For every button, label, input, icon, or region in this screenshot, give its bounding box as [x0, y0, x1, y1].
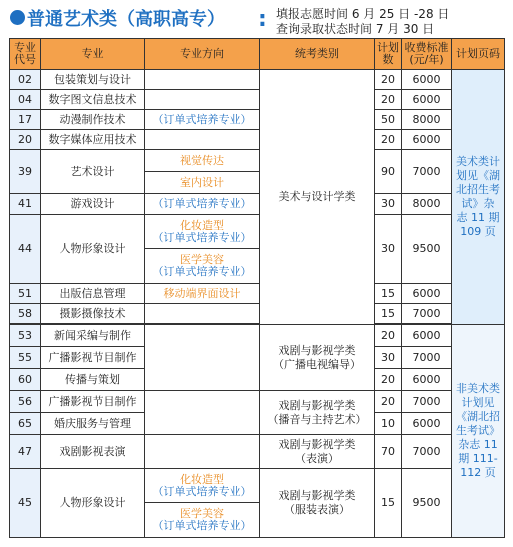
plan-count: 20	[375, 130, 402, 150]
direction-option	[145, 469, 259, 503]
major-code: 20	[10, 130, 41, 150]
table-row	[10, 215, 505, 284]
fee: 8000	[402, 110, 452, 130]
major-direction	[145, 304, 260, 324]
major-direction	[145, 70, 260, 90]
table-row	[10, 194, 505, 215]
major-direction	[145, 90, 260, 110]
table-row	[10, 304, 505, 324]
col-header-major: 专业	[41, 39, 145, 70]
major-code: 47	[10, 435, 41, 469]
col-header-plan: 计划 数	[375, 39, 402, 70]
direction-order-note: （订单式培养专业）	[152, 265, 252, 278]
direction-option	[145, 215, 259, 249]
major-name: 数字媒体应用技术	[41, 130, 145, 150]
major-name: 数字图文信息技术	[41, 90, 145, 110]
fee: 9500	[402, 469, 452, 538]
exam-category-tv-acting: 戏剧与影视学类 （表演）	[260, 435, 375, 469]
major-name: 婚庆服务与管理	[41, 413, 145, 435]
plan-count: 30	[375, 347, 402, 369]
major-name: 动漫制作技术	[41, 110, 145, 130]
major-direction	[145, 130, 260, 150]
major-code: 53	[10, 325, 41, 347]
exam-category-art: 美术与设计学类	[260, 70, 375, 325]
plan-count: 70	[375, 435, 402, 469]
major-direction	[145, 215, 260, 284]
direction-option	[145, 249, 259, 283]
major-direction	[145, 391, 260, 435]
col-header-exam-category: 统考类别	[260, 39, 375, 70]
apply-time-note: 填报志愿时间 6 月 25 日 -28 日	[276, 7, 450, 21]
plan-count: 30	[375, 215, 402, 284]
major-direction	[145, 469, 260, 538]
major-name: 人物形象设计	[41, 469, 145, 538]
fee: 8000	[402, 194, 452, 215]
direction-option: 视觉传达	[145, 150, 259, 172]
plan-page-nonart: 非美术类 计划见 《湖北招 生考试》 杂志 11 期 111- 112 页	[452, 325, 505, 538]
table-row	[10, 150, 505, 194]
table-row	[10, 110, 505, 130]
major-direction	[145, 150, 260, 194]
major-code: 45	[10, 469, 41, 538]
exam-category-tv-director: 戏剧与影视学类 （广播电视编导）	[260, 325, 375, 391]
fee: 7000	[402, 150, 452, 194]
table-header-row	[10, 39, 505, 70]
direction-option	[145, 503, 259, 537]
table-row	[10, 90, 505, 110]
major-name: 游戏设计	[41, 194, 145, 215]
major-code: 41	[10, 194, 41, 215]
bullet-dot-icon	[10, 10, 25, 25]
fee: 6000	[402, 70, 452, 90]
table-row	[10, 130, 505, 150]
table-row	[10, 325, 505, 347]
major-direction: （订单式培养专业）	[145, 194, 260, 215]
plan-count: 30	[375, 194, 402, 215]
exam-category-tv-fashion: 戏剧与影视学类 （服装表演）	[260, 469, 375, 538]
major-direction	[145, 435, 260, 469]
fee: 6000	[402, 413, 452, 435]
plan-count: 50	[375, 110, 402, 130]
fee: 6000	[402, 369, 452, 391]
major-code: 60	[10, 369, 41, 391]
major-name: 新闻采编与制作	[41, 325, 145, 347]
direction-name: 化妆造型	[180, 472, 224, 486]
major-code: 58	[10, 304, 41, 324]
table-row	[10, 284, 505, 304]
table-row	[10, 391, 505, 413]
major-name: 人物形象设计	[41, 215, 145, 284]
plan-count: 20	[375, 391, 402, 413]
plan-count: 90	[375, 150, 402, 194]
table-row	[10, 70, 505, 90]
major-direction: 移动端界面设计	[145, 284, 260, 304]
section-header	[0, 0, 513, 38]
major-code: 51	[10, 284, 41, 304]
query-time-note: 查询录取状态时间 7 月 30 日	[276, 22, 435, 36]
table-row	[10, 435, 505, 469]
major-name: 戏剧影视表演	[41, 435, 145, 469]
fee: 6000	[402, 284, 452, 304]
major-direction	[145, 325, 260, 391]
plan-page-art: 美术类计 划见《湖 北招生考 试》杂 志 11 期 109 页	[452, 70, 505, 325]
plan-count: 10	[375, 413, 402, 435]
direction-name: 化妆造型	[180, 218, 224, 232]
major-name: 出版信息管理	[41, 284, 145, 304]
major-name: 包装策划与设计	[41, 70, 145, 90]
fee: 6000	[402, 130, 452, 150]
direction-option: 室内设计	[180, 176, 224, 189]
col-header-code: 专业 代号	[10, 39, 41, 70]
plan-count: 15	[375, 469, 402, 538]
major-code: 02	[10, 70, 41, 90]
direction-name: 医学美容	[180, 253, 224, 266]
major-code: 55	[10, 347, 41, 369]
major-name: 摄影摄像技术	[41, 304, 145, 324]
plan-count: 20	[375, 70, 402, 90]
table-row	[10, 469, 505, 538]
major-name: 传播与策划	[41, 369, 145, 391]
plan-count: 20	[375, 90, 402, 110]
plan-count: 20	[375, 325, 402, 347]
direction-order-note: （订单式培养专业）	[152, 519, 252, 532]
fee: 7000	[402, 347, 452, 369]
fee: 7000	[402, 435, 452, 469]
enrollment-plan-table	[9, 38, 505, 538]
major-name: 广播影视节目制作	[41, 391, 145, 413]
section-title: 普通艺术类（高职高专）	[27, 9, 225, 30]
major-code: 17	[10, 110, 41, 130]
fee: 6000	[402, 90, 452, 110]
major-name: 广播影视节目制作	[41, 347, 145, 369]
fee: 7000	[402, 304, 452, 324]
major-code: 65	[10, 413, 41, 435]
major-code: 44	[10, 215, 41, 284]
col-header-fee: 收费标准 (元/年)	[402, 39, 452, 70]
major-code: 39	[10, 150, 41, 194]
direction-order-note: （订单式培养专业）	[152, 230, 252, 244]
col-header-page: 计划页码	[452, 39, 505, 70]
fee: 6000	[402, 325, 452, 347]
plan-count: 15	[375, 284, 402, 304]
major-code: 56	[10, 391, 41, 413]
col-header-direction: 专业方向	[145, 39, 260, 70]
plan-count: 15	[375, 304, 402, 324]
major-name: 艺术设计	[41, 150, 145, 194]
fee: 9500	[402, 215, 452, 284]
direction-order-note: （订单式培养专业）	[152, 484, 252, 498]
plan-count: 20	[375, 369, 402, 391]
title-colon: :	[258, 7, 267, 32]
fee: 7000	[402, 391, 452, 413]
major-code: 04	[10, 90, 41, 110]
direction-name: 医学美容	[180, 507, 224, 520]
exam-category-tv-host: 戏剧与影视学类 （播音与主持艺术）	[260, 391, 375, 435]
major-direction: （订单式培养专业）	[145, 110, 260, 130]
